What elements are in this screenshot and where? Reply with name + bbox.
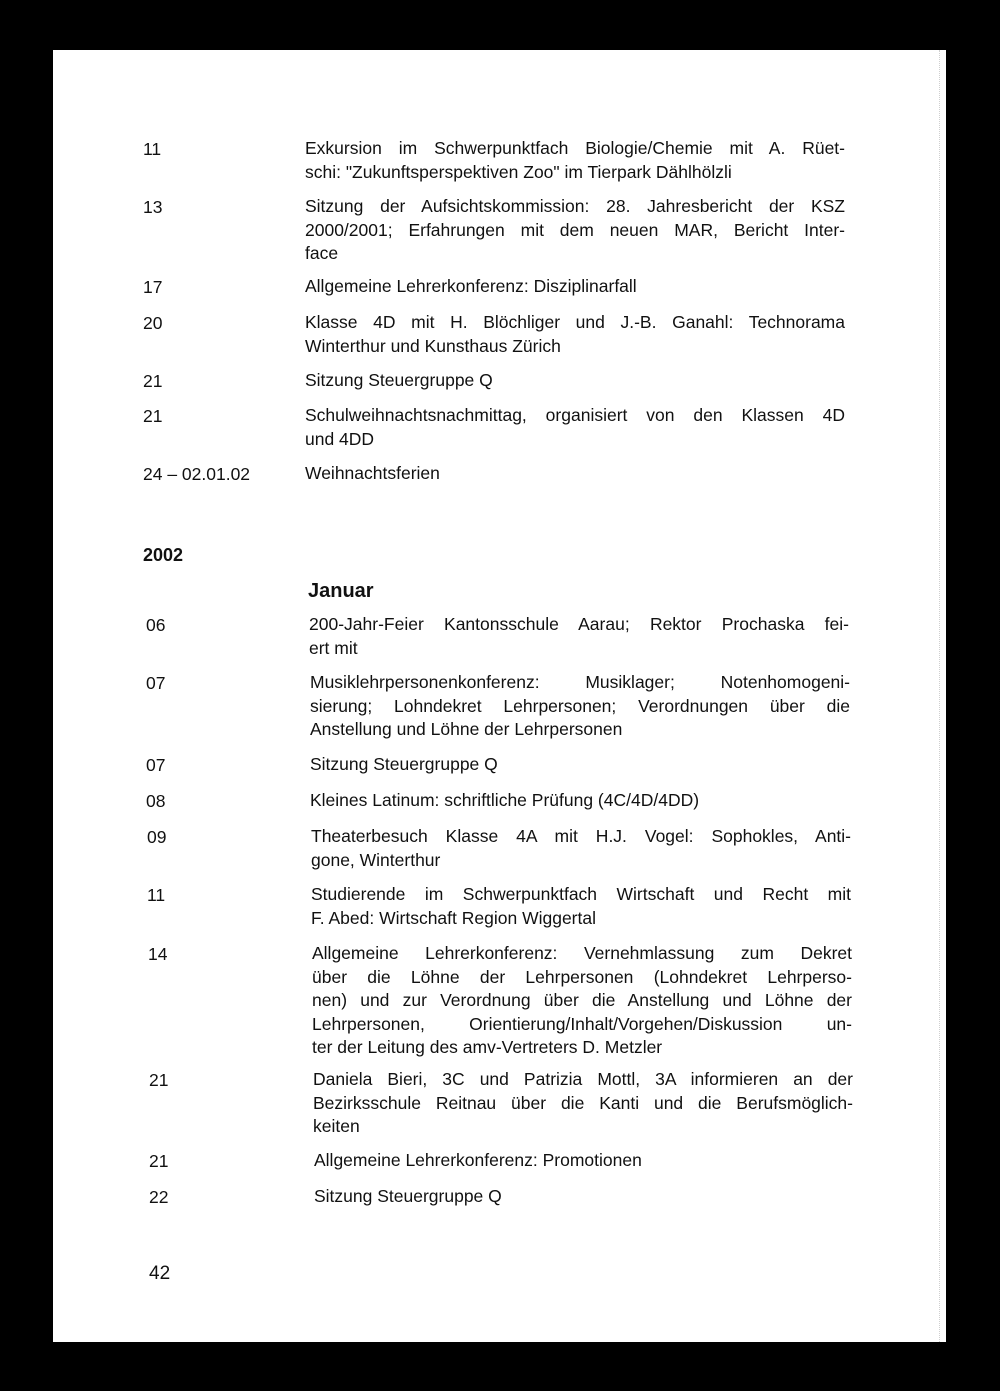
entry-text-line: Theaterbesuch Klasse 4A mit H.J. Vogel: Sophokles, Anti- <box>311 826 851 846</box>
entry-date: 24 – 02.01.02 <box>143 464 251 484</box>
entry-text-line: Lehrpersonen, Orientierung/Inhalt/Vorgehen/Diskussion un- <box>312 1013 852 1034</box>
document-page <box>53 50 946 1342</box>
entry-text-line: ter der Leitung des amv-Vertreters D. Metzler <box>312 1037 663 1057</box>
entry-text <box>309 613 849 660</box>
entry-text-line: Winterthur und Kunsthaus Zürich <box>305 335 561 356</box>
entry-date: 13 <box>143 197 163 217</box>
entry-date: 09 <box>147 827 167 847</box>
entry-text <box>305 137 845 184</box>
entry-date: 06 <box>146 615 166 635</box>
entry-text-line: Bezirksschule Reitnau über die Kanti und die Berufsmöglich- <box>313 1092 853 1113</box>
entry-date: 08 <box>146 791 166 811</box>
entry-text-line: Musiklehrpersonenkonferenz: Musiklager; Notenhomogeni- <box>310 672 850 692</box>
entry-text-line: Klasse 4D mit H. Blöchliger und J.-B. Ganahl: Technorama <box>305 312 845 332</box>
entry-text-line: Kleines Latinum: schriftliche Prüfung (4C/4D/4DD) <box>310 790 700 810</box>
entry-date: 17 <box>143 277 163 297</box>
entry-date: 22 <box>149 1187 169 1207</box>
entry-text-line: face <box>305 243 339 263</box>
entry-text-line: Allgemeine Lehrerkonferenz: Disziplinarfall <box>305 276 637 296</box>
entry-text <box>310 789 850 813</box>
entry-text-line: F. Abed: Wirtschaft Region Wiggertal <box>311 907 596 928</box>
entry-text <box>312 942 852 1060</box>
entry-date: 21 <box>143 371 163 391</box>
entry-text <box>305 462 845 486</box>
entry-date: 14 <box>148 944 168 964</box>
entry-text-line: und 4DD <box>305 428 375 449</box>
entry-text-line: Daniela Bieri, 3C und Patrizia Mottl, 3A informieren an der <box>313 1069 853 1089</box>
month-heading: Januar <box>308 580 374 602</box>
entry-text <box>305 404 845 451</box>
entry-text-line: nen) und zur Verordnung über die Anstellung und Löhne der <box>312 990 852 1010</box>
entry-text-line: Sitzung Steuergruppe Q <box>310 754 498 774</box>
entry-text-line: 200-Jahr-Feier Kantonsschule Aarau; Rektor Prochaska fei- <box>309 614 849 634</box>
entry-text-line: schi: "Zukunftsperspektiven Zoo" im Tierpark Dählhölzli <box>305 161 732 182</box>
entry-text <box>314 1149 854 1173</box>
entry-date: 20 <box>143 313 163 333</box>
entry-date: 07 <box>146 673 166 693</box>
entry-text-line: Allgemeine Lehrerkonferenz: Promotionen <box>314 1150 642 1170</box>
entry-text <box>310 671 850 742</box>
entry-date: 11 <box>147 885 166 905</box>
entry-date: 21 <box>149 1070 169 1090</box>
entry-text-line: Allgemeine Lehrerkonferenz: Vernehmlassung zum Dekret <box>312 943 852 963</box>
entry-text-line: keiten <box>313 1116 360 1136</box>
entry-text <box>305 311 845 358</box>
entry-text <box>313 1068 853 1139</box>
entry-text-line: Exkursion im Schwerpunktfach Biologie/Chemie mit A. Rüet- <box>305 138 845 158</box>
entry-date: 07 <box>146 755 166 775</box>
entry-text <box>311 883 851 930</box>
page-number: 42 <box>149 1263 171 1284</box>
entry-text-line: sierung; Lohndekret Lehrpersonen; Verordnungen über die <box>310 695 850 716</box>
entry-text <box>311 825 851 872</box>
entry-text-line: ert mit <box>309 637 358 658</box>
entry-text-line: Weihnachtsferien <box>305 463 440 483</box>
entry-text-line: über die Löhne der Lehrpersonen (Lohndekret Lehrperso- <box>312 966 852 987</box>
entry-date: 21 <box>143 406 163 426</box>
torn-page-edge <box>939 50 946 1342</box>
entry-text-line: 2000/2001; Erfahrungen mit dem neuen MAR, Bericht Inter- <box>305 219 845 240</box>
year-heading: 2002 <box>143 545 184 565</box>
entry-date: 21 <box>149 1151 169 1171</box>
entry-text-line: Schulweihnachtsnachmittag, organisiert von den Klassen 4D <box>305 405 845 425</box>
entry-text <box>305 275 845 299</box>
entry-text <box>314 1185 854 1209</box>
entry-text-line: gone, Winterthur <box>311 849 441 870</box>
entry-text-line: Studierende im Schwerpunktfach Wirtschaft und Recht mit <box>311 884 851 904</box>
entry-date: 11 <box>143 139 162 159</box>
entry-text <box>305 369 845 393</box>
entry-text <box>305 195 845 266</box>
entry-text-line: Sitzung Steuergruppe Q <box>314 1186 502 1206</box>
entry-text <box>310 753 850 777</box>
entry-text-line: Sitzung der Aufsichtskommission: 28. Jahresbericht der KSZ <box>305 196 845 216</box>
entry-text-line: Anstellung und Löhne der Lehrpersonen <box>310 719 623 739</box>
entry-text-line: Sitzung Steuergruppe Q <box>305 370 493 390</box>
